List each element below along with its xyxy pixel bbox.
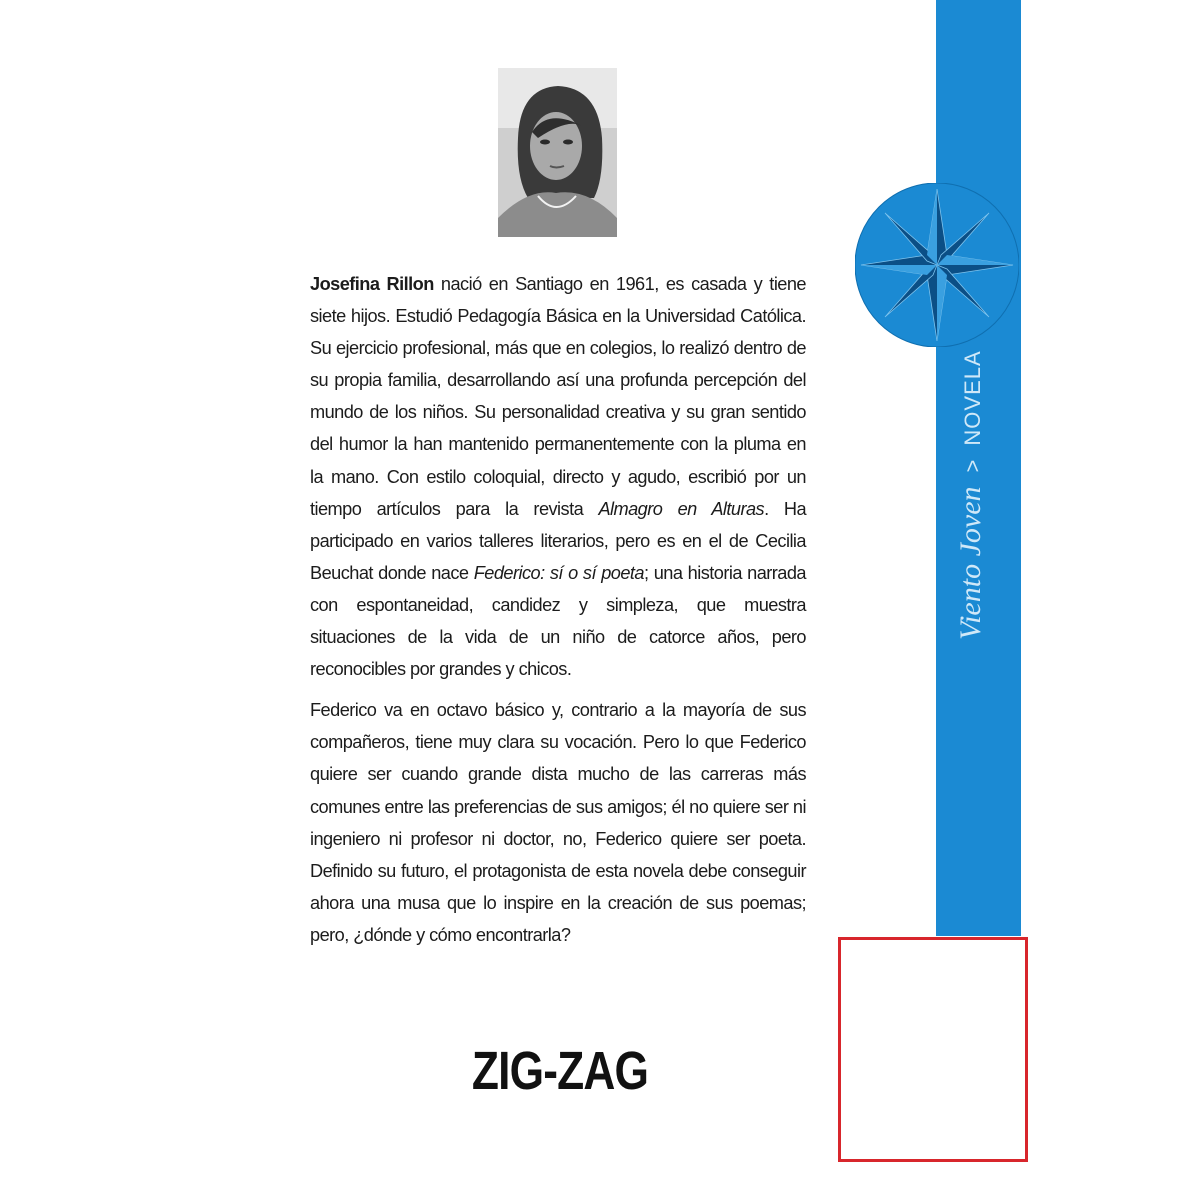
author-name: Josefina Rillon	[310, 274, 434, 294]
bio-text-1: nació en Santiago en 1961, es casada y tiene siete hijos. Estudió Pedagogía Básica en la Universidad Católica. Su ejercicio profesional, más que en colegios, lo realizó dentro de su propia familia, desarrollando así una profunda percepción del mundo de los niños. Su personalidad creativa y su gran sentido del humor la han mantenido permanentemente con la pluma en la mano. Con estilo coloquial, directo y agudo, escribió por un tiempo artículos para la revista	[310, 274, 806, 519]
spine-label	[954, 350, 988, 640]
magazine-title: Almagro en Alturas	[598, 498, 765, 519]
bio-paragraph-1	[310, 268, 806, 685]
barcode-placeholder	[838, 937, 1028, 1162]
compass-rose-icon	[855, 183, 1019, 347]
publisher-logo: ZIG-ZAG	[471, 1041, 649, 1101]
genre-label: NOVELA	[960, 350, 985, 446]
bio-text-2: . Ha participado en varios talleres literarios, pero es en el de Cecilia Beuchat donde nace	[310, 498, 807, 583]
chevron-right-icon: >	[960, 459, 985, 473]
synopsis-paragraph: Federico va en octavo básico y, contrario a la mayoría de sus compañeros, tiene muy clara su vocación. Pero lo que Federico quiere ser cuando grande dista mucho de las carreras más comunes entre las preferencias de sus amigos; él no quiere ser ni ingeniero ni profesor ni doctor, no, Federico quiere ser poeta. Definido su futuro, el protagonista de esta novela debe conseguir ahora una musa que lo inspire en la creación de sus poemas; pero, ¿dónde y cómo encontrarla?	[310, 700, 806, 945]
author-bio	[310, 268, 806, 960]
author-photo	[498, 68, 617, 237]
book-title: Federico: sí o sí poeta	[473, 562, 644, 583]
bio-text-3: ; una historia narrada con espontaneidad, candidez y simpleza, que muestra situaciones de la vida de un niño de catorce años, pero reconocibles por grandes y chicos.	[310, 562, 806, 680]
series-name: Viento Joven	[954, 486, 987, 640]
